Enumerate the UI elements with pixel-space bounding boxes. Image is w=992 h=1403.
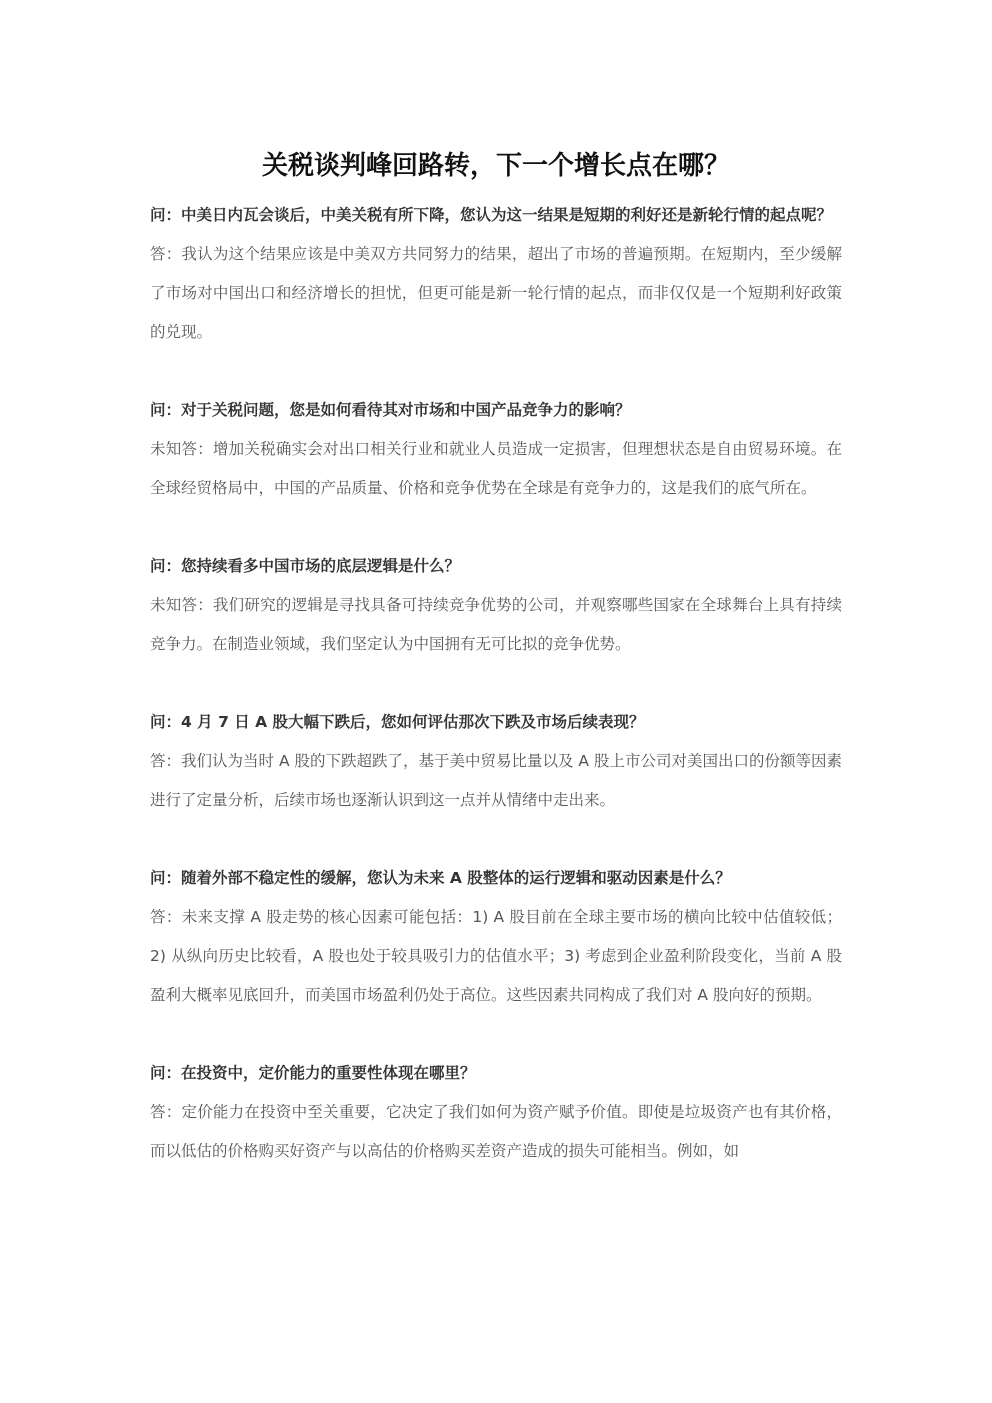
answer-text: 答：未来支撑 A 股走势的核心因素可能包括：1) A 股目前在全球主要市场的横向比较中估值较低；2) 从纵向历史比较看，A 股也处于较具吸引力的估值水平；3) 考虑到企业盈利阶段变化，当前 A 股盈利大概率见底回升，而美国市场盈利仍处于高位。这些因素共同构成了我们对 A 股向好的预期。 bbox=[150, 908, 842, 1004]
qa-item bbox=[150, 391, 842, 508]
question-text: 问：4 月 7 日 A 股大幅下跌后，您如何评估那次下跌及市场后续表现？ bbox=[150, 713, 645, 731]
question-text: 问：中美日内瓦会谈后，中美关税有所下降，您认为这一结果是短期的利好还是新轮行情的起点呢？ bbox=[150, 206, 833, 224]
qa-item bbox=[150, 196, 842, 352]
qa-item bbox=[150, 547, 842, 664]
question-text: 问：随着外部不稳定性的缓解，您认为未来 A 股整体的运行逻辑和驱动因素是什么？ bbox=[150, 869, 731, 887]
qa-item bbox=[150, 1054, 842, 1171]
qa-list bbox=[150, 196, 842, 1210]
answer-text: 答：我们认为当时 A 股的下跌超跌了，基于美中贸易比量以及 A 股上市公司对美国出口的份额等因素进行了定量分析，后续市场也逐渐认识到这一点并从情绪中走出来。 bbox=[150, 752, 842, 809]
question-text: 问：对于关税问题，您是如何看待其对市场和中国产品竞争力的影响？ bbox=[150, 401, 631, 419]
answer-text: 答：定价能力在投资中至关重要，它决定了我们如何为资产赋予价值。即使是垃圾资产也有其价格，而以低估的价格购买好资产与以高估的价格购买差资产造成的损失可能相当。例如，如 bbox=[150, 1103, 842, 1160]
document-title: 关税谈判峰回路转，下一个增长点在哪？ bbox=[261, 151, 730, 181]
qa-item bbox=[150, 703, 842, 820]
answer-text: 未知答：增加关税确实会对出口相关行业和就业人员造成一定损害，但理想状态是自由贸易环境。在全球经贸格局中，中国的产品质量、价格和竞争优势在全球是有竞争力的，这是我们的底气所在。 bbox=[150, 440, 842, 497]
qa-item bbox=[150, 859, 842, 1015]
answer-text: 未知答：我们研究的逻辑是寻找具备可持续竞争优势的公司，并观察哪些国家在全球舞台上具有持续竞争力。在制造业领域，我们坚定认为中国拥有无可比拟的竞争优势。 bbox=[150, 596, 842, 653]
question-text: 问：在投资中，定价能力的重要性体现在哪里？ bbox=[150, 1064, 476, 1082]
answer-text: 答：我认为这个结果应该是中美双方共同努力的结果，超出了市场的普遍预期。在短期内，至少缓解了市场对中国出口和经济增长的担忧，但更可能是新一轮行情的起点，而非仅仅是一个短期利好政策的兑现。 bbox=[150, 245, 842, 341]
question-text: 问：您持续看多中国市场的底层逻辑是什么？ bbox=[150, 557, 461, 575]
